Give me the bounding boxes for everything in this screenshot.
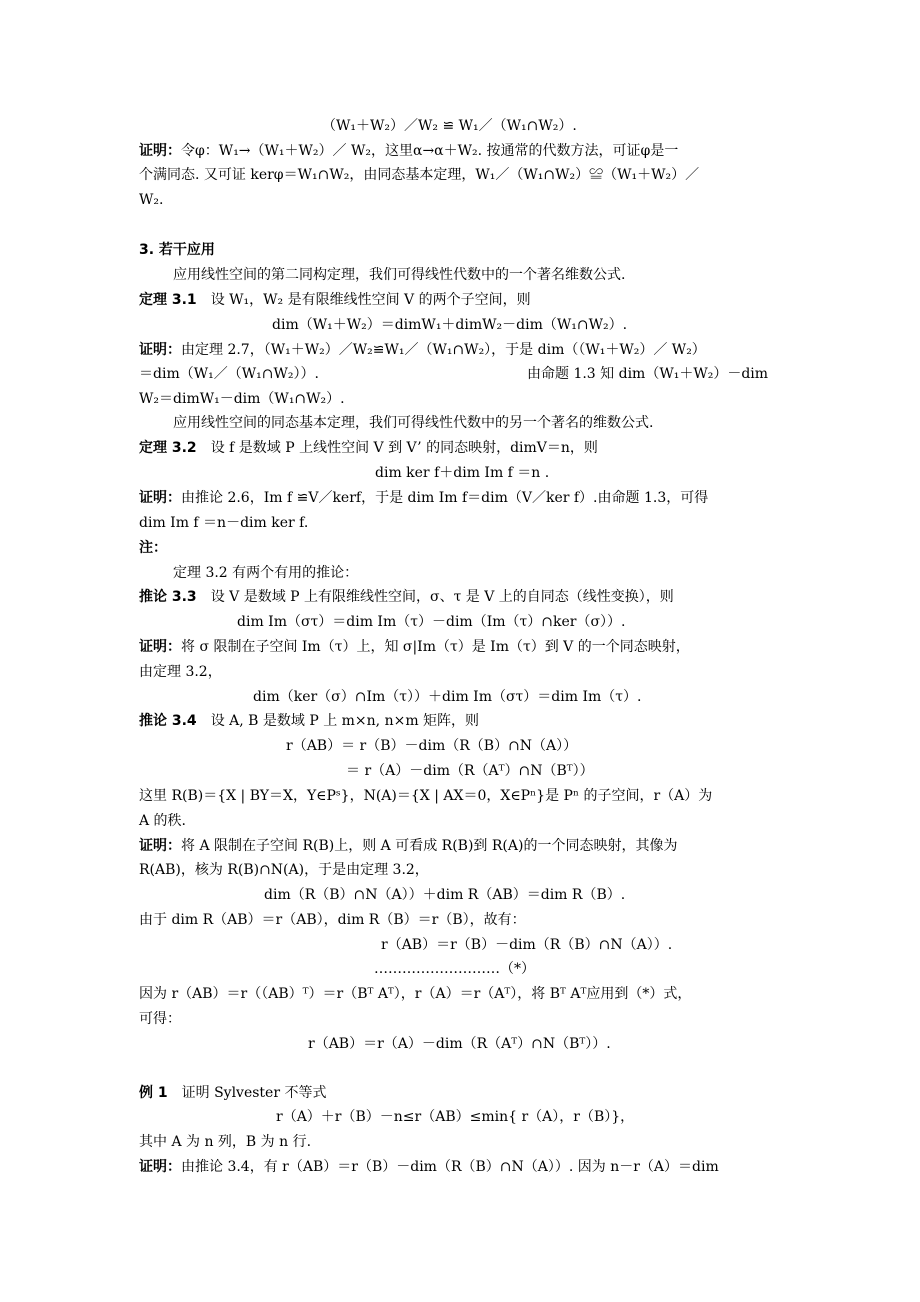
formula-line: r（AB）＝r（B）－dim（R（B）∩N（A））. (381, 937, 673, 953)
formula-line: dim ker f＋dim Im f ＝n . (375, 465, 550, 481)
theorem-line: 定理 3.2 设 f 是数域 P 上线性空间 V 到 V’ 的同态映射，dimV＝n，则 (139, 440, 598, 456)
text-line: 其中 A 为 n 列，B 为 n 行. (139, 1134, 312, 1150)
formula-line: dim Im（στ）＝dim Im（τ）－dim（Im（τ）∩ker（σ））. (237, 614, 626, 630)
corollary-line: 推论 3.4 设 A, B 是数域 P 上 m×n, n×m 矩阵，则 (139, 713, 480, 729)
text-line: A 的秩. (139, 813, 187, 829)
text-line: 应用线性空间的第二同构定理，我们可得线性代数中的一个著名维数公式. (173, 267, 626, 283)
formula-line: dim（W₁＋W₂）＝dimW₁＋dimW₂－dim（W₁∩W₂）. (272, 317, 628, 333)
proof-line: 证明：由推论 2.6，Im f ≌V／kerf，于是 dim Im f＝dim（V／ker f）.由命题 1.3，可得 (139, 490, 709, 506)
theorem-line: 定理 3.1 设 W₁，W₂ 是有限维线性空间 V 的两个子空间，则 (139, 292, 531, 308)
section-heading: 3. 若干应用 (139, 242, 215, 258)
text-line: 这里 R(B)＝{X | BY＝X，Y∈Pˢ}，N(A)＝{X | AX＝0，X∈Pⁿ}是 Pⁿ 的子空间，r（A）为 (139, 788, 713, 804)
note-heading: 注： (139, 540, 167, 556)
formula-line: r（A）＋r（B）－n≤r（AB）≤min{ r（A），r（B）}， (276, 1109, 635, 1125)
proof-line: 证明：由定理 2.7，（W₁＋W₂）／W₂≌W₁／（W₁∩W₂），于是 dim（（W₁＋W₂）／ W₂） (139, 342, 706, 358)
formula-line: r（AB）＝r（A）－dim（R（Aᵀ）∩N（Bᵀ））. (308, 1036, 611, 1052)
text-line: ＝dim（W₁／（W₁∩W₂））. (139, 366, 319, 382)
formula-line: ＝ r（A）－dim（R（Aᵀ）∩N（Bᵀ）） (346, 763, 594, 779)
text-line: dim Im f ＝n－dim ker f. (139, 515, 309, 531)
text-line: 应用线性空间的同态基本定理，我们可得线性代数中的另一个著名的维数公式. (173, 415, 654, 431)
text-line: 可得： (139, 1011, 181, 1027)
proof-line: 证明：将 A 限制在子空间 R(B)上，则 A 可看成 R(B)到 R(A)的一个同态映射，其像为 (139, 838, 678, 854)
text-line: W₂＝dimW₁－dim（W₁∩W₂）. (139, 391, 345, 407)
text-line: 因为 r（AB）＝r（（AB）ᵀ）＝r（Bᵀ Aᵀ），r（A）＝r（Aᵀ），将 Bᵀ Aᵀ应用到（*）式， (139, 986, 692, 1002)
text-line: 个满同态. 又可证 kerφ＝W₁∩W₂，由同态基本定理，W₁／（W₁∩W₂）≌（W₁＋W₂）／ (139, 167, 700, 183)
text-line: 由命题 1.3 知 dim（W₁＋W₂）－dim (527, 366, 769, 382)
proof-line: 证明：由推论 3.4，有 r（AB）＝r（B）－dim（R（B）∩N（A））. 因为 n－r（A）＝dim (139, 1159, 719, 1175)
text-line: W₂. (139, 192, 164, 208)
formula-line: r（AB）＝ r（B）－dim（R（B）∩N（A）） (286, 738, 578, 754)
text-line: 定理 3.2 有两个有用的推论： (173, 565, 359, 581)
text-line: 由于 dim R（AB）＝r（AB），dim R（B）＝r（B），故有： (139, 912, 526, 928)
corollary-line: 推论 3.3 设 V 是数域 P 上有限维线性空间，σ、τ 是 V 上的自同态（线性变换），则 (139, 589, 674, 605)
example-line: 例 1 证明 Sylvester 不等式 (139, 1085, 327, 1101)
proof-line: 证明：将 σ 限制在子空间 Im（τ）上，知 σ|Im（τ）是 Im（τ）到 V 的一个同态映射， (139, 639, 690, 655)
formula-line: （W₁＋W₂）／W₂ ≌ W₁／（W₁∩W₂）. (322, 118, 577, 134)
text-line: R(AB)，核为 R(B)∩N(A)，于是由定理 3.2， (139, 862, 429, 878)
equation-tag: ………………………（*） (374, 961, 535, 977)
formula-line: dim（ker（σ）∩Im（τ））＋dim Im（στ）＝dim Im（τ）. (253, 689, 642, 705)
proof-line: 证明：令φ：W₁→（W₁＋W₂）／ W₂，这里α→α＋W₂. 按通常的代数方法，可证φ是一 (139, 143, 679, 159)
text-line: 由定理 3.2， (139, 664, 222, 680)
formula-line: dim（R（B）∩N（A））＋dim R（AB）＝dim R（B）. (264, 887, 626, 903)
